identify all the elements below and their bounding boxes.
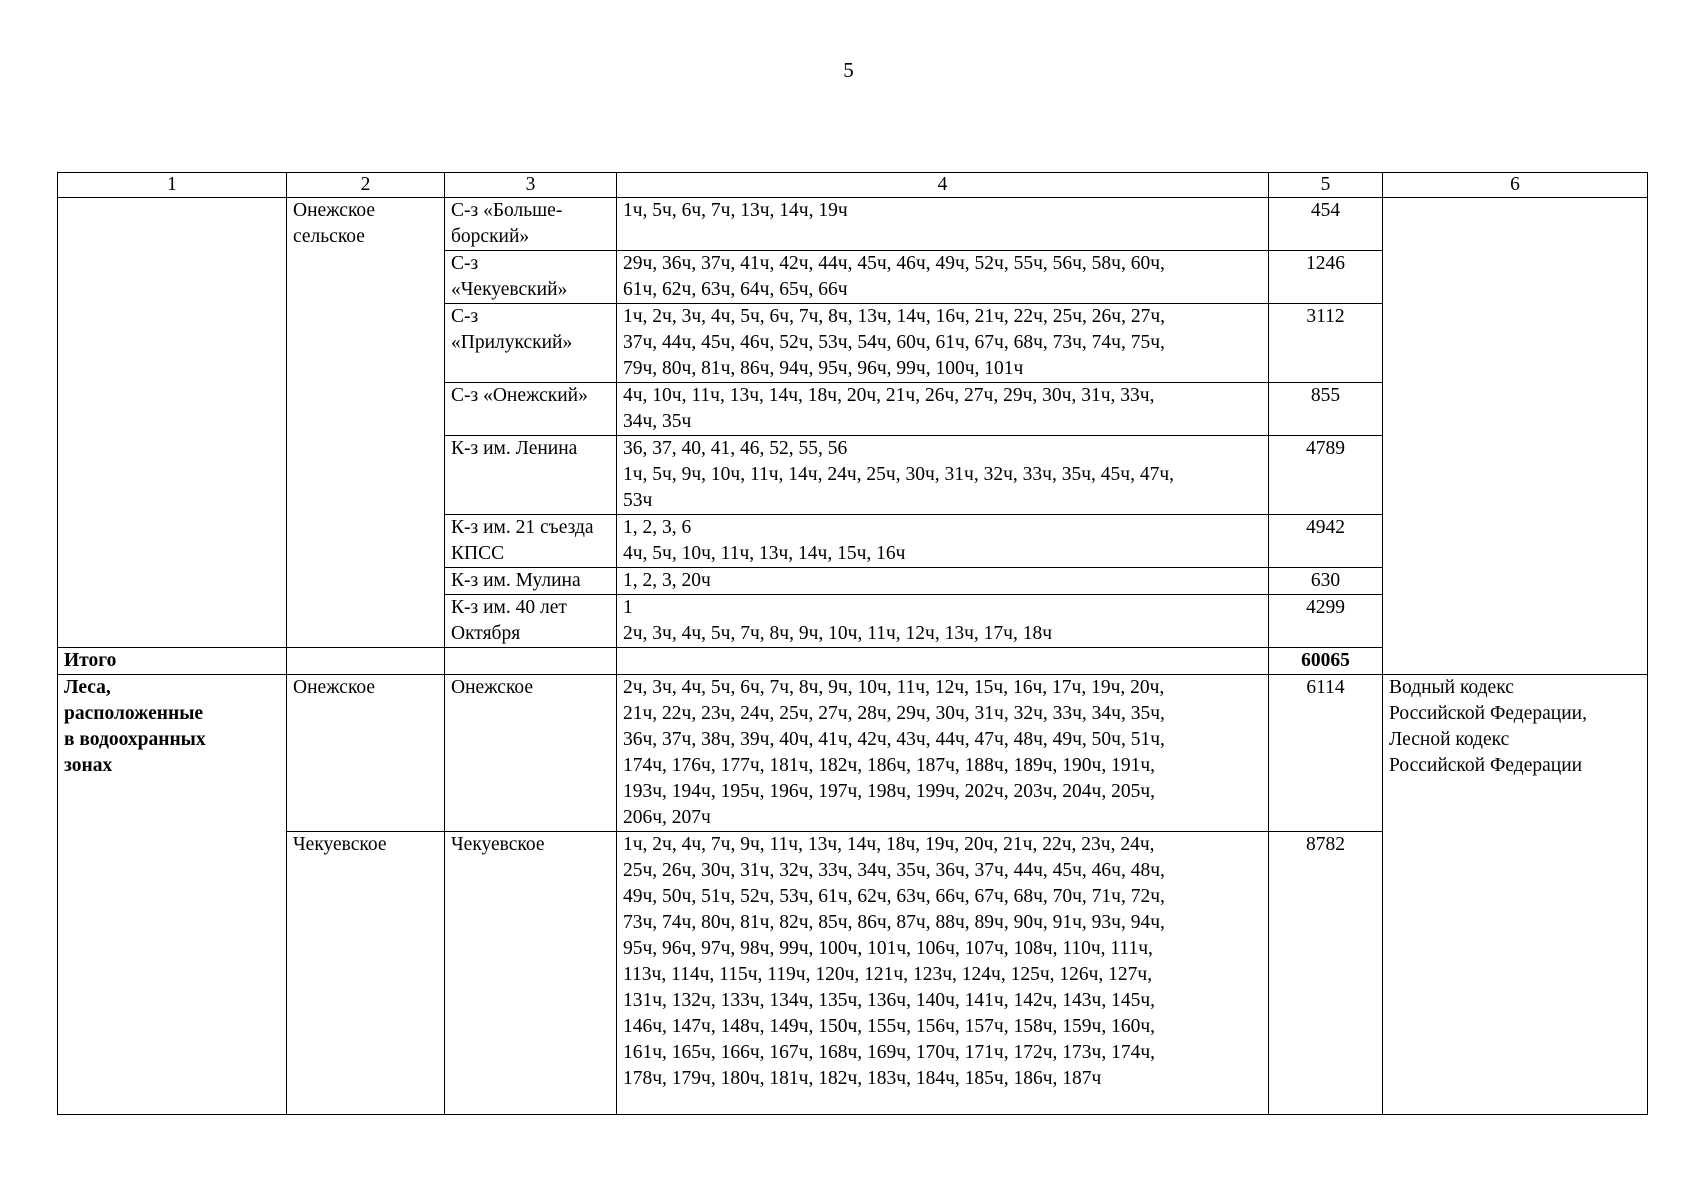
forest-table <box>57 172 1648 1115</box>
quarters-cell: 1, 2, 3, 6 4ч, 5ч, 10ч, 11ч, 13ч, 14ч, 15ч, 16ч <box>617 515 1269 568</box>
district-cell: К-з им. Мулина <box>445 568 617 595</box>
district-cell: К-з им. 21 съезда КПСС <box>445 515 617 568</box>
total-value: 60065 <box>1269 648 1383 675</box>
area-cell: 6114 <box>1269 675 1383 832</box>
district-cell: С-з «Онежский» <box>445 383 617 436</box>
header-col-3: 3 <box>445 173 617 198</box>
header-col-6: 6 <box>1383 173 1648 198</box>
law-cell-empty <box>1383 198 1648 675</box>
district-cell: С-з «Больше- борский» <box>445 198 617 251</box>
table-row <box>58 675 1648 832</box>
district-cell: С-з «Прилукский» <box>445 304 617 383</box>
header-col-5: 5 <box>1269 173 1383 198</box>
area-cell: 855 <box>1269 383 1383 436</box>
district-cell: Онежское <box>445 675 617 832</box>
area-cell: 630 <box>1269 568 1383 595</box>
area-cell: 8782 <box>1269 832 1383 1115</box>
area-cell: 454 <box>1269 198 1383 251</box>
law-cell: Водный кодекс Российской Федерации, Лесной кодекс Российской Федерации <box>1383 675 1648 1115</box>
quarters-cell: 4ч, 10ч, 11ч, 13ч, 14ч, 18ч, 20ч, 21ч, 26ч, 27ч, 29ч, 30ч, 31ч, 33ч, 34ч, 35ч <box>617 383 1269 436</box>
quarters-cell: 1 2ч, 3ч, 4ч, 5ч, 7ч, 8ч, 9ч, 10ч, 11ч, 12ч, 13ч, 17ч, 18ч <box>617 595 1269 648</box>
quarters-cell: 2ч, 3ч, 4ч, 5ч, 6ч, 7ч, 8ч, 9ч, 10ч, 11ч, 12ч, 15ч, 16ч, 17ч, 19ч, 20ч, 21ч, 22ч, 23ч, 24ч, 25ч, 27ч, 28ч, 29ч, 30ч, 31ч, 32ч, 33ч, 34ч, 35ч, 36ч, 37ч, 38ч, 39ч, 40ч, 41ч, 42ч, 43ч, 44ч, 47ч, 48ч, 49ч, 50ч, 51ч, 174ч, 176ч, 177ч, 181ч, 182ч, 186ч, 187ч, 188ч, 189ч, 190ч, 191ч, 193ч, 194ч, 195ч, 196ч, 197ч, 198ч, 199ч, 202ч, 203ч, 204ч, 205ч, 206ч, 207ч <box>617 675 1269 832</box>
total-label: Итого <box>58 648 287 675</box>
area-cell: 4789 <box>1269 436 1383 515</box>
district-cell: К-з им. 40 лет Октября <box>445 595 617 648</box>
district-cell: К-з им. Ленина <box>445 436 617 515</box>
area-cell: 1246 <box>1269 251 1383 304</box>
quarters-cell: 29ч, 36ч, 37ч, 41ч, 42ч, 44ч, 45ч, 46ч, 49ч, 52ч, 55ч, 56ч, 58ч, 60ч, 61ч, 62ч, 63ч, 64ч, 65ч, 66ч <box>617 251 1269 304</box>
empty-cell <box>617 648 1269 675</box>
quarters-cell: 1ч, 2ч, 3ч, 4ч, 5ч, 6ч, 7ч, 8ч, 13ч, 14ч, 16ч, 21ч, 22ч, 25ч, 26ч, 27ч, 37ч, 44ч, 45ч, 46ч, 52ч, 53ч, 54ч, 60ч, 61ч, 67ч, 68ч, 73ч, 74ч, 75ч, 79ч, 80ч, 81ч, 86ч, 94ч, 95ч, 96ч, 99ч, 100ч, 101ч <box>617 304 1269 383</box>
header-col-1: 1 <box>58 173 287 198</box>
quarters-cell: 1ч, 2ч, 4ч, 7ч, 9ч, 11ч, 13ч, 14ч, 18ч, 19ч, 20ч, 21ч, 22ч, 23ч, 24ч, 25ч, 26ч, 30ч, 31ч, 32ч, 33ч, 34ч, 35ч, 36ч, 37ч, 44ч, 45ч, 46ч, 48ч, 49ч, 50ч, 51ч, 52ч, 53ч, 61ч, 62ч, 63ч, 66ч, 67ч, 68ч, 70ч, 71ч, 72ч, 73ч, 74ч, 80ч, 81ч, 82ч, 85ч, 86ч, 87ч, 88ч, 89ч, 90ч, 91ч, 93ч, 94ч, 95ч, 96ч, 97ч, 98ч, 99ч, 100ч, 101ч, 106ч, 107ч, 108ч, 110ч, 111ч, 113ч, 114ч, 115ч, 119ч, 120ч, 121ч, 123ч, 124ч, 125ч, 126ч, 127ч, 131ч, 132ч, 133ч, 134ч, 135ч, 136ч, 140ч, 141ч, 142ч, 143ч, 145ч, 146ч, 147ч, 148ч, 149ч, 150ч, 155ч, 156ч, 157ч, 158ч, 159ч, 160ч, 161ч, 165ч, 166ч, 167ч, 168ч, 169ч, 170ч, 171ч, 172ч, 173ч, 174ч, 178ч, 179ч, 180ч, 181ч, 182ч, 183ч, 184ч, 185ч, 186ч, 187ч <box>617 832 1269 1115</box>
table-row <box>58 198 1648 251</box>
district-cell: Чекуевское <box>445 832 617 1115</box>
forestry-cell: Онежское <box>287 675 445 832</box>
forestry-cell: Чекуевское <box>287 832 445 1115</box>
category-cell: Леса, расположенные в водоохранных зонах <box>58 675 287 1115</box>
page-number: 5 <box>843 58 854 82</box>
header-col-2: 2 <box>287 173 445 198</box>
forestry-cell: Онежское сельское <box>287 198 445 648</box>
area-cell: 4299 <box>1269 595 1383 648</box>
header-row <box>58 173 1648 198</box>
quarters-cell: 1, 2, 3, 20ч <box>617 568 1269 595</box>
header-col-4: 4 <box>617 173 1269 198</box>
area-cell: 3112 <box>1269 304 1383 383</box>
quarters-cell: 1ч, 5ч, 6ч, 7ч, 13ч, 14ч, 19ч <box>617 198 1269 251</box>
quarters-cell: 36, 37, 40, 41, 46, 52, 55, 56 1ч, 5ч, 9ч, 10ч, 11ч, 14ч, 24ч, 25ч, 30ч, 31ч, 32ч, 33ч, 35ч, 45ч, 47ч, 53ч <box>617 436 1269 515</box>
category-cell-empty <box>58 198 287 648</box>
empty-cell <box>445 648 617 675</box>
area-cell: 4942 <box>1269 515 1383 568</box>
empty-cell <box>287 648 445 675</box>
district-cell: С-з «Чекуевский» <box>445 251 617 304</box>
